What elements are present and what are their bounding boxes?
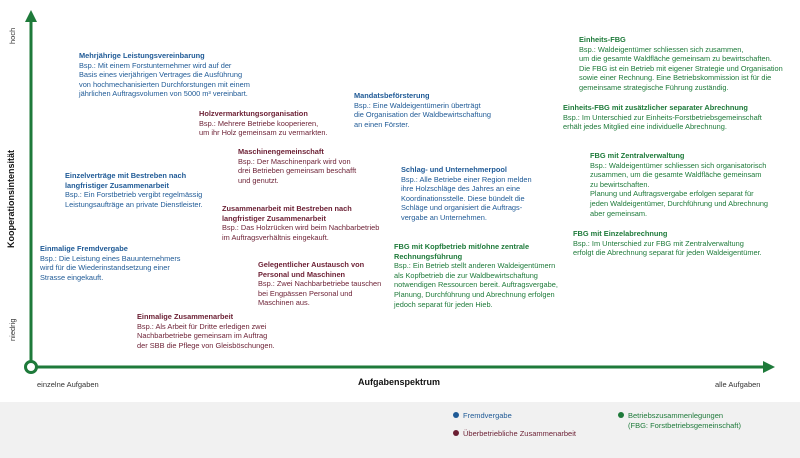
legend-dot-blue-icon — [453, 412, 459, 418]
entry-text-line: drei Betrieben gemeinsam beschafft — [238, 166, 357, 176]
entry-text-line: zu bewirtschaften. — [590, 179, 650, 189]
entry-text-line: notwendigen Ressourcen bereit. Auftragsvergabe, — [394, 280, 558, 290]
entry-einheits-fbg — [579, 35, 794, 93]
entry-text-line: im Auftragsverhältnis eingekauft. — [222, 232, 329, 242]
entry-text-line: Bsp.: Zwei Nachbarbetriebe tauschen — [258, 279, 382, 289]
y-axis-arrow — [25, 10, 37, 22]
legend-item-betriebszusammenlegungen — [618, 411, 741, 431]
entry-mandatsbefoersterung — [354, 91, 524, 129]
entry-title: FBG mit Zentralverwaltung — [590, 151, 685, 160]
entry-text-line: Bsp.: Als Arbeit für Dritte erledigen zwei — [137, 321, 267, 331]
entry-title: Maschinengemeinschaft — [238, 147, 324, 156]
entry-title: Schlag- und Unternehmerpool — [401, 165, 507, 174]
entry-text-line: und genutzt. — [238, 175, 279, 185]
entry-text-line: zusammen, um die gesamte Waldfläche gemeinsam — [590, 170, 762, 180]
entry-title: Gelegentlicher Austausch von Personal und Maschinen — [258, 260, 365, 279]
entry-text-line: sowie einer Rechnung. Eine Betriebskommission ist für die — [579, 73, 772, 83]
entry-text-line: Die FBG ist ein Betrieb mit eigener Strategie und Organisation — [579, 63, 783, 73]
entry-title: FBG mit Kopfbetrieb mit/ohne zentrale Rechnungsführung — [394, 242, 530, 261]
entry-text-line: wird für die Wiederinstandsetzung einer — [40, 263, 170, 273]
entry-title: Einmalige Zusammenarbeit — [137, 312, 234, 321]
x-axis-high-label: alle Aufgaben — [715, 380, 761, 389]
entry-einzelvertraege — [65, 171, 220, 209]
entry-text-line: von hochmechanisierten Durchforstungen mit einem — [79, 79, 250, 89]
y-axis-low-label: niedrig — [8, 318, 17, 341]
entry-text-line: Strasse eingekauft. — [40, 272, 104, 282]
entry-text-line: um die gesamte Waldfläche gemeinsam zu bewirtschaften. — [579, 54, 772, 64]
entry-text-line: um ihr Holz gemeinsam zu vermarkten. — [199, 128, 328, 138]
entry-text-line: Bsp.: Ein Betrieb stellt anderen Waldeigentümern — [394, 261, 556, 271]
entry-fbg-einzelabrechnung — [573, 229, 788, 258]
x-axis-arrow — [763, 361, 775, 373]
entry-text-line: Bsp.: Mit einem Forstunternehmer wird auf der — [79, 60, 232, 70]
entry-text-line: Bsp.: Alle Betriebe einer Region melden — [401, 174, 532, 184]
entry-text-line: Bsp.: Das Holzrücken wird beim Nachbarbetrieb — [222, 223, 380, 233]
entry-text-line: Bsp.: Der Maschinenpark wird von — [238, 156, 351, 166]
entry-text-line: Bsp.: Waldeigentümer schliessen sich zusammen, — [579, 44, 744, 54]
entry-text-line: Basis eines vierjährigen Vertrages die Ausführung — [79, 70, 243, 80]
entry-text-line: der SBB die Pflege von Gleisböschungen. — [137, 340, 275, 350]
x-axis-low-label: einzelne Aufgaben — [37, 380, 99, 389]
entry-title: Einheits-FBG mit zusätzlicher separater Abrechnung — [563, 103, 748, 112]
entry-text-line: Bsp.: Ein Forstbetrieb vergibt regelmässig — [65, 190, 203, 200]
entry-text-line: Schläge und organisiert die Auftrags- — [401, 203, 523, 213]
x-axis-title: Aufgabenspektrum — [358, 377, 441, 387]
entry-holzvermarktungsorganisation — [199, 109, 359, 138]
entry-text-line: Leistungsaufträge an private Dienstleister. — [65, 199, 203, 209]
entry-text-line: ihre Holzschläge des Jahres an eine — [401, 184, 521, 194]
legend-label: Betriebszusammenlegungen — [628, 411, 724, 420]
entry-fbg-zentralverwaltung — [590, 151, 790, 218]
entry-text-line: vergabe an Unternehmen. — [401, 212, 487, 222]
entry-einmalige-fremdvergabe — [40, 244, 205, 282]
legend — [0, 402, 800, 458]
entry-text-line: bei Engpässen Personal und — [258, 288, 353, 298]
entry-title: Einheits-FBG — [579, 35, 626, 44]
y-axis-high-label: hoch — [8, 27, 17, 44]
entry-einheits-fbg-separate-abrechnung — [563, 103, 793, 132]
entry-text-line: Bsp.: Die Leistung eines Bauunternehmers — [40, 253, 181, 263]
entry-title: FBG mit Einzelabrechnung — [573, 229, 668, 238]
y-axis-title: Kooperationsintensität — [6, 149, 16, 248]
entry-text-line: Nachbarbetriebe gemeinsam im Auftrag — [137, 331, 268, 341]
entry-schlag-unternehmerpool — [401, 165, 561, 223]
legend-item-ueberbetrieblich — [453, 429, 576, 439]
entry-gelegentlicher-austausch — [258, 260, 388, 308]
entry-text-line: Bsp.: Eine Waldeigentümerin überträgt — [354, 100, 481, 110]
entry-title: Einmalige Fremdvergabe — [40, 244, 128, 253]
entry-text-line: Maschinen aus. — [258, 298, 310, 308]
entry-text-line: gemeinsame strategische Führung zuständig. — [579, 82, 729, 92]
entry-text-line: Koordinationsstelle. Diese bündelt die — [401, 193, 525, 203]
entry-mehrjaehrige-leistungsvereinbarung — [79, 51, 284, 99]
entry-text-line: Bsp.: Im Unterschied zur Einheits-Forstbetriebsgemeinschaft — [563, 112, 762, 122]
entry-text-line: die Organisation der Waldbewirtschaftung — [354, 110, 491, 120]
entry-text-line: erhält jedes Mitglied eine individuelle Abrechnung. — [563, 122, 727, 132]
entry-maschinengemeinschaft — [238, 147, 378, 185]
entry-title: Zusammenarbeit mit Bestreben nach langfristiger Zusammenarbeit — [222, 204, 352, 223]
entry-text-line: erfolgt die Abrechnung separat für jeden Waldeigentümer. — [573, 248, 762, 258]
entry-text-line: als Kopfbetrieb die zur Waldbewirtschaftung — [394, 270, 538, 280]
entry-title: Holzvermarktungsorganisation — [199, 109, 308, 118]
entry-text-line: Bsp.: Mehrere Betriebe kooperieren, — [199, 118, 319, 128]
entry-text-line: Planung, Durchführung und Abrechnung erfolgen — [394, 289, 555, 299]
entry-text-line: Bsp.: Waldeigentümer schliessen sich organisatorisch — [590, 160, 767, 170]
legend-dot-green-icon — [618, 412, 624, 418]
legend-dot-purple-icon — [453, 430, 459, 436]
axis-origin — [26, 362, 37, 373]
entry-einmalige-zusammenarbeit — [137, 312, 297, 350]
entry-title: Mandatsbeförsterung — [354, 91, 430, 100]
entry-text-line: Planung und Auftragsvergabe erfolgen separat für — [590, 189, 754, 199]
entry-text-line: jährlichen Auftragsvolumen von 5000 m³ vereinbart. — [79, 89, 248, 99]
legend-label: Fremdvergabe — [463, 411, 512, 420]
legend-item-fremdvergabe — [453, 411, 512, 421]
entry-title: Mehrjährige Leistungsvereinbarung — [79, 51, 205, 60]
legend-label-sub: (FBG: Forstbetriebsgemeinschaft) — [628, 421, 741, 430]
entry-text-line: an einen Förster. — [354, 119, 410, 129]
entry-zusammenarbeit-langfristig — [222, 204, 387, 242]
entry-text-line: jeden Waldeigentümer, Durchführung und Abrechnung — [590, 198, 769, 208]
entry-text-line: Bsp.: Im Unterschied zur FBG mit Zentralverwaltung — [573, 238, 744, 248]
entry-title: Einzelverträge mit Bestreben nach langfristiger Zusammenarbeit — [65, 171, 187, 190]
entry-text-line: aber gemeinsam. — [590, 208, 648, 218]
entry-text-line: jedoch separat für jeden Hieb. — [394, 299, 493, 309]
legend-label: Überbetriebliche Zusammenarbeit — [463, 429, 576, 438]
entry-fbg-kopfbetrieb — [394, 242, 574, 309]
